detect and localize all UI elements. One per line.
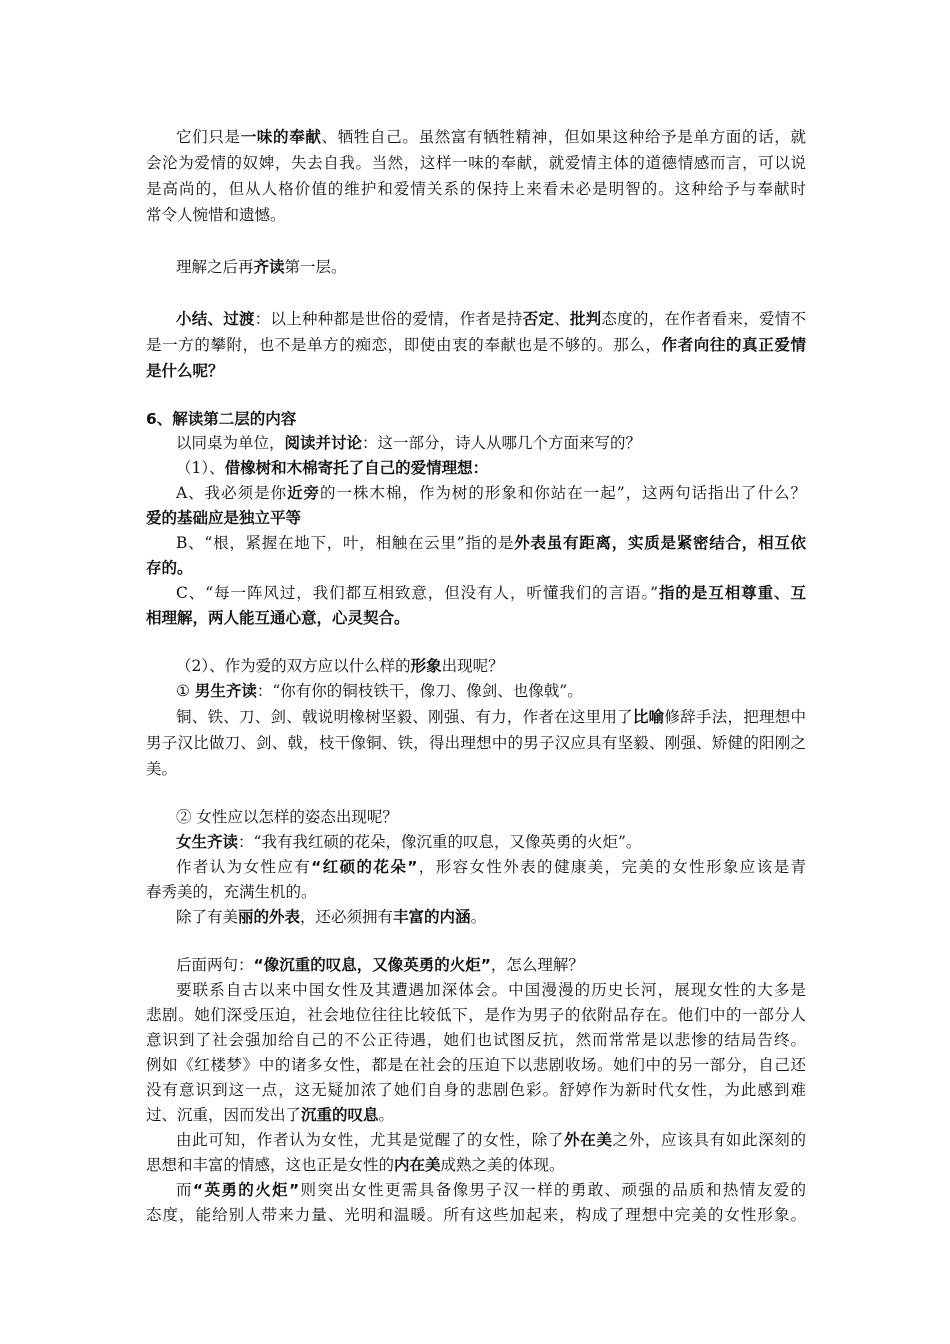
bold-text: 丰富的内涵 (393, 908, 471, 926)
text-line (176, 581, 806, 605)
text-run: 理解之后再 (176, 258, 254, 276)
text-line (176, 978, 806, 1002)
text-run: 则突出女性更需具备像男子汉一样的勇敢、顽强的品质和热情友爱的 (299, 1181, 806, 1199)
text-run: 悲剧。她们深受压迫，社会地位往往比较低下，是作为男子的依附品存在。他们中的一部分人 (146, 1006, 806, 1024)
text-line (146, 880, 317, 904)
text-line (146, 556, 193, 580)
text-run: ，形容女性外表的健康美，完美的女性形象应该是青 (417, 858, 806, 876)
text-line (176, 953, 584, 977)
text-line (146, 731, 806, 755)
text-run: 作者认为女性应有 (176, 858, 312, 876)
text-line (176, 255, 347, 279)
text-run: 会沦为爱情的奴婢，失去自我。当然，这样一味的奉献，就爱情主体的道德情感而言，可以说 (146, 154, 806, 172)
text-run: 铜、铁、刀、剑、戟说明橡树坚毅、刚强、有力，作者在这里用了 (176, 708, 633, 726)
text-run: 是高尚的，但从人格价值的维护和爱情关系的保持上来看未必是明智的。这种给予与奉献时 (146, 180, 806, 198)
text-run: ② 女性应以怎样的姿态出现呢？ (176, 808, 398, 826)
bold-text: 6、解读第二层的内容 (146, 410, 297, 428)
bold-text: 沉重的叹息 (301, 1106, 379, 1124)
bold-text: 外在美 (564, 1131, 613, 1149)
bold-text: 阅读并讨论 (284, 434, 363, 452)
text-run: ① (176, 682, 195, 700)
text-run: 成熟之美的体现。 (440, 1156, 565, 1174)
bold-text: 爱的基础应是独立平等 (146, 509, 302, 527)
bold-text: 比喻 (632, 708, 665, 726)
text-line (176, 830, 641, 854)
bold-text: 近旁 (287, 484, 321, 502)
text-line (146, 333, 806, 357)
text-run: 之外，应该具有如此深刻的 (612, 1131, 806, 1149)
bold-text: “红硕的花朵” (311, 858, 418, 876)
text-line (176, 1128, 806, 1152)
text-run: 。 (470, 908, 487, 926)
text-run: ：“我有我红硕的花朵，像沉重的叹息，又像英勇的火炬”。 (238, 833, 642, 851)
text-line (176, 1178, 806, 1202)
text-line (146, 1203, 806, 1227)
text-run: 后面两句： (176, 956, 254, 974)
text-run: 而 (176, 1181, 193, 1199)
text-line (176, 654, 504, 678)
bold-text: 女生齐读 (176, 833, 239, 851)
text-line (146, 506, 301, 530)
bold-text: 相理解，两人能互通心意，心灵契合。 (146, 609, 410, 627)
text-line (176, 456, 488, 480)
text-run: ：这一部分，诗人从哪几个方面来写的？ (362, 434, 642, 452)
text-run: ，还必须拥有 (300, 908, 394, 926)
bold-text: 齐读 (253, 258, 285, 276)
bold-text: 形象 (410, 657, 442, 675)
text-run: 美。 (146, 760, 178, 778)
bold-text: 存的。 (146, 559, 193, 577)
text-run: 意识到了社会强加给自己的不公正待遇，她们也试图反抗，然而常常是以悲惨的结局告终。 (146, 1031, 806, 1049)
text-run: 以同桌为单位， (176, 434, 285, 452)
text-line (146, 757, 177, 781)
bold-text: 外表虽有距离，实质是紧密结合，相互依 (514, 534, 806, 552)
bold-text: 作者向往的真正爱情 (661, 336, 806, 354)
text-run: （2）、作为爱的双方应以什么样的 (176, 657, 411, 675)
text-run: 要联系自古以来中国女性及其遭遇加深体会。中国漫漫的历史长河，展现女性的大多是 (176, 981, 806, 999)
text-line (146, 177, 806, 201)
text-line (146, 407, 296, 431)
text-run: 思想和丰富的情感，这也正是女性的 (146, 1156, 395, 1174)
text-run: 春秀美的，充满生机的。 (146, 883, 317, 901)
text-run: 过、沉重，因而发出了 (146, 1106, 302, 1124)
text-line (176, 431, 641, 455)
bold-text: 批判 (569, 310, 602, 328)
bold-text: 内在美 (394, 1156, 441, 1174)
text-run: （1）、 (176, 459, 225, 477)
bold-text: 小结、过渡 (176, 310, 255, 328)
bold-text: 男生齐读 (194, 682, 257, 700)
text-run: ，怎么理解？ (490, 956, 584, 974)
text-run: 态度的，在作者看来，爱情不 (601, 310, 806, 328)
text-line (146, 1078, 806, 1102)
text-run: 的一株木棉，作为树的形象和你站在一起”，这两句话指出了什么？ (320, 484, 806, 502)
text-run: 是一方的攀附，也不是单方的痴恋，即使由衷的奉献也是不够的。那么， (146, 336, 662, 354)
text-run: ：“你有你的铜枝铁干，像刀、像剑、也像戟”。 (256, 682, 583, 700)
bold-text: “英勇的火炬” (192, 1181, 300, 1199)
text-line (176, 125, 806, 149)
text-line (176, 705, 806, 729)
text-run: A、我必须是你 (176, 484, 288, 502)
text-run: ：以上种种都是世俗的爱情，作者是持 (254, 310, 523, 328)
text-run: 常令人惋惜和遗憾。 (146, 206, 286, 224)
bold-text: 借橡树和木棉寄托了自己的爱情理想： (224, 459, 489, 477)
text-line (146, 1028, 806, 1052)
bold-text: 否定 (522, 310, 555, 328)
text-line (146, 151, 806, 175)
text-run: 男子汉比做刀、剑、戟，枝干像铜、铁，得出理想中的男子汉应具有坚毅、刚强、矫健的阳刚之 (146, 734, 806, 752)
text-line (176, 905, 486, 929)
text-line (176, 531, 806, 555)
text-run: 态度，能给别人带来力量、光明和温暖。所有这些加起来，构成了理想中完美的女性形象。 (146, 1206, 806, 1224)
text-run: 例如《红楼梦》中的诸多女性，都是在社会的压迫下以悲剧收场。她们中的另一部分，自己还 (146, 1056, 806, 1074)
text-run: 第一层。 (284, 258, 347, 276)
text-line (146, 1053, 806, 1077)
bold-text: 丽的外表 (238, 908, 301, 926)
text-line (146, 1003, 806, 1027)
text-run: C、“每一阵风过，我们都互相致意，但没有人，听懂我们的言语。” (176, 584, 659, 602)
text-line (146, 359, 224, 383)
text-run: 修辞手法，把理想中 (664, 708, 806, 726)
text-run: 、牺牲自己。虽然富有牺牲精神，但如果这种给予是单方面的话，就 (321, 128, 806, 146)
text-line (176, 679, 583, 703)
text-line (176, 855, 806, 879)
bold-text: 指的是互相尊重、互 (658, 584, 806, 602)
text-line (176, 805, 398, 829)
text-run: 由此可知，作者认为女性，尤其是觉醒了的女性，除了 (176, 1131, 565, 1149)
text-line (146, 1153, 565, 1177)
bold-text: 一味的奉献 (240, 128, 322, 146)
text-run: 、 (554, 310, 570, 328)
bold-text: “像沉重的叹息，又像英勇的火炬” (253, 956, 491, 974)
text-line (146, 606, 410, 630)
bold-text: 是什么呢？ (146, 362, 224, 380)
text-line (176, 481, 806, 505)
text-run: 出现呢？ (441, 657, 504, 675)
text-line (176, 307, 806, 331)
text-line (146, 203, 286, 227)
text-run: 它们只是 (176, 128, 241, 146)
text-run: 。 (378, 1106, 395, 1124)
text-run: 没有意识到这一点，这无疑加浓了她们自身的悲剧色彩。舒婷作为新时代女性，为此感到难 (146, 1081, 806, 1099)
text-line (146, 1103, 394, 1127)
text-run: 除了有美 (176, 908, 239, 926)
text-run: B、“根，紧握在地下，叶，相触在云里”指的是 (176, 534, 515, 552)
